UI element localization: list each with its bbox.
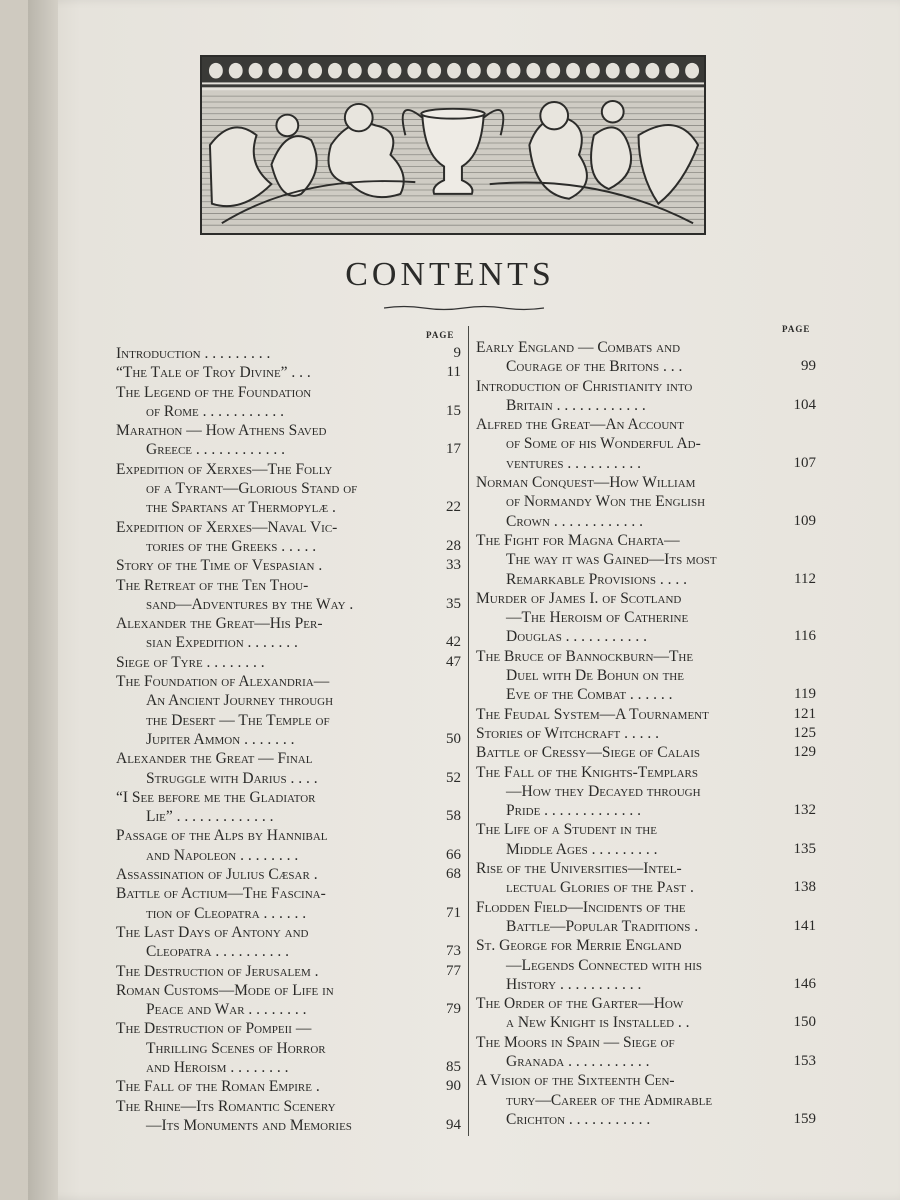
- contents-entry: [116, 576, 461, 615]
- entry-title-line: Roman Customs—Mode of Life in: [116, 981, 334, 999]
- ornamental-header-engraving: [200, 55, 706, 235]
- contents-entry: [116, 923, 461, 962]
- entry-page-number: 17: [446, 441, 461, 458]
- entry-title-line: “I See before me the Gladiator: [116, 788, 316, 806]
- entry-title-line: the Spartans at Thermopylæ .: [146, 499, 336, 517]
- entry-title-line: Story of the Time of Vespasian .: [116, 557, 323, 575]
- entry-title-line: of Rome . . . . . . . . . . .: [146, 402, 284, 420]
- entry-page-number: 109: [793, 512, 816, 529]
- entry-page-number: 33: [446, 557, 461, 574]
- entry-page-number: 116: [794, 628, 816, 645]
- entry-title-line: Rise of the Universities—Intel-: [476, 860, 682, 878]
- entry-page-number: 119: [794, 686, 816, 703]
- entry-page-number: 153: [793, 1052, 816, 1069]
- book-gutter: [28, 0, 58, 1200]
- entry-title-line: Assassination of Julius Cæsar .: [116, 866, 318, 884]
- entry-title-line: St. George for Merrie England: [476, 937, 682, 955]
- entry-title-line: The Destruction of Pompeii —: [116, 1020, 312, 1038]
- contents-entry: [476, 473, 816, 531]
- entry-title-line: The Destruction of Jerusalem .: [116, 962, 319, 980]
- entry-title-line: —Its Monuments and Memories: [146, 1116, 352, 1134]
- contents-entry: [476, 705, 816, 724]
- entry-page-number: 104: [793, 396, 816, 413]
- contents-entry: [116, 826, 461, 865]
- heading-rule: [384, 305, 544, 311]
- entry-title-line: tion of Cleopatra . . . . . .: [146, 904, 307, 922]
- entry-title-line: The way it was Gained—Its most: [506, 551, 717, 569]
- entry-title-line: Thrilling Scenes of Horror: [146, 1039, 326, 1057]
- entry-page-number: 90: [446, 1078, 461, 1095]
- contents-entry: [116, 383, 461, 422]
- entry-title-line: The Foundation of Alexandria—: [116, 673, 330, 691]
- entry-title-line: The Life of a Student in the: [476, 821, 657, 839]
- entry-title-line: Alexander the Great—His Per-: [116, 615, 323, 633]
- entry-page-number: 58: [446, 808, 461, 825]
- entry-title-line: Murder of James I. of Scotland: [476, 589, 682, 607]
- entry-page-number: 150: [793, 1014, 816, 1031]
- entry-title-line: Flodden Field—Incidents of the: [476, 898, 686, 916]
- entry-title-line: The Feudal System—A Tournament: [476, 705, 709, 723]
- entry-page-number: 125: [793, 724, 816, 741]
- entry-title-line: The Retreat of the Ten Thou-: [116, 576, 309, 594]
- entry-page-number: 35: [446, 595, 461, 612]
- entry-page-number: 141: [793, 917, 816, 934]
- contents-entry: [116, 614, 461, 653]
- entry-title-line: Introduction . . . . . . . . .: [116, 345, 271, 362]
- contents-entry: [476, 936, 816, 994]
- entry-page-number: 107: [793, 454, 816, 471]
- contents-entry: [476, 377, 816, 416]
- entry-title-line: Duel with De Bohun on the: [506, 667, 684, 685]
- entry-page-number: 47: [446, 653, 461, 670]
- contents-entry: [476, 531, 816, 589]
- contents-entry: [116, 749, 461, 788]
- entry-page-number: 28: [446, 537, 461, 554]
- contents-entry: [116, 363, 461, 382]
- entry-title-line: Siege of Tyre . . . . . . . .: [116, 653, 265, 671]
- entry-title-line: The Fall of the Roman Empire .: [116, 1078, 320, 1096]
- contents-entry: [116, 865, 461, 884]
- contents-entry: [476, 338, 816, 377]
- entry-title-line: Peace and War . . . . . . . .: [146, 1001, 307, 1019]
- entry-page-number: 79: [446, 1001, 461, 1018]
- entry-title-line: Middle Ages . . . . . . . . .: [506, 840, 658, 858]
- entry-page-number: 99: [801, 358, 816, 375]
- entry-page-number: 71: [446, 904, 461, 921]
- contents-entry: [116, 556, 461, 575]
- entry-title-line: History . . . . . . . . . . .: [506, 975, 642, 993]
- entry-title-line: An Ancient Journey through: [146, 692, 334, 710]
- contents-entry: [476, 1033, 816, 1072]
- entry-page-number: 77: [446, 962, 461, 979]
- contents-right-column: [476, 338, 816, 1129]
- entry-page-number: 132: [793, 802, 816, 819]
- entry-title-line: Jupiter Ammon . . . . . . .: [146, 730, 295, 748]
- entry-page-number: 50: [446, 730, 461, 747]
- entry-title-line: Alexander the Great — Final: [116, 750, 313, 768]
- contents-entry: [116, 518, 461, 557]
- contents-entry: [476, 994, 816, 1033]
- contents-entry: [116, 653, 461, 672]
- entry-title-line: The Fall of the Knights-Templars: [476, 763, 698, 781]
- entry-page-number: 94: [446, 1116, 461, 1133]
- column-divider: [468, 326, 469, 1136]
- entry-page-number: 138: [793, 879, 816, 896]
- entry-title-line: Courage of the Britons . . .: [506, 358, 683, 376]
- entry-title-line: and Heroism . . . . . . . .: [146, 1058, 289, 1076]
- left-page-column-label: PAGE: [426, 330, 455, 340]
- entry-title-line: tury—Career of the Admirable: [506, 1091, 713, 1109]
- contents-entry: [476, 724, 816, 743]
- entry-title-line: Crichton . . . . . . . . . . .: [506, 1110, 651, 1128]
- entry-page-number: 135: [793, 840, 816, 857]
- entry-title-line: Battle—Popular Traditions .: [506, 917, 699, 935]
- contents-entry: [476, 415, 816, 473]
- entry-title-line: of a Tyrant—Glorious Stand of: [146, 480, 358, 498]
- contents-entry: [476, 898, 816, 937]
- entry-title-line: The Moors in Spain — Siege of: [476, 1033, 675, 1051]
- contents-entry: [476, 647, 816, 705]
- contents-entry: [476, 763, 816, 821]
- entry-title-line: Remarkable Provisions . . . .: [506, 570, 687, 588]
- entry-title-line: Lie” . . . . . . . . . . . . .: [146, 808, 274, 826]
- entry-title-line: ventures . . . . . . . . . .: [506, 454, 641, 472]
- entry-page-number: 68: [446, 866, 461, 883]
- entry-title-line: the Desert — The Temple of: [146, 711, 330, 729]
- entry-title-line: sand—Adventures by the Way .: [146, 595, 354, 613]
- entry-title-line: Expedition of Xerxes—Naval Vic-: [116, 518, 338, 536]
- entry-title-line: “The Tale of Troy Divine” . . .: [116, 364, 311, 382]
- entry-page-number: 73: [446, 943, 461, 960]
- contents-entry: [476, 820, 816, 859]
- entry-title-line: Greece . . . . . . . . . . . .: [146, 441, 286, 459]
- entry-title-line: Eve of the Combat . . . . . .: [506, 686, 673, 704]
- entry-page-number: 66: [446, 846, 461, 863]
- entry-title-line: The Order of the Garter—How: [476, 995, 684, 1013]
- entry-title-line: —How they Decayed through: [506, 782, 701, 800]
- entry-title-line: Battle of Actium—The Fascina-: [116, 885, 326, 903]
- entry-page-number: 11: [446, 364, 461, 381]
- entry-title-line: The Last Days of Antony and: [116, 923, 309, 941]
- entry-title-line: of Some of his Wonderful Ad-: [506, 435, 701, 453]
- contents-entry: [116, 788, 461, 827]
- entry-page-number: 52: [446, 769, 461, 786]
- contents-entry: [116, 981, 461, 1020]
- contents-entry: [116, 344, 461, 363]
- entry-title-line: a New Knight is Installed . .: [506, 1014, 690, 1032]
- contents-entry: [116, 421, 461, 460]
- entry-page-number: 159: [793, 1110, 816, 1127]
- entry-title-line: Norman Conquest—How William: [476, 474, 696, 492]
- entry-title-line: Expedition of Xerxes—The Folly: [116, 460, 333, 478]
- entry-title-line: —The Heroism of Catherine: [506, 609, 689, 627]
- contents-entry: [116, 1077, 461, 1096]
- entry-title-line: sian Expedition . . . . . . .: [146, 634, 298, 652]
- entry-title-line: Cleopatra . . . . . . . . . .: [146, 943, 290, 961]
- entry-title-line: Granada . . . . . . . . . . .: [506, 1052, 650, 1070]
- entry-title-line: Struggle with Darius . . . .: [146, 769, 318, 787]
- contents-entry: [116, 1097, 461, 1136]
- entry-title-line: of Normandy Won the English: [506, 493, 706, 511]
- entry-title-line: —Legends Connected with his: [506, 956, 703, 974]
- entry-title-line: Britain . . . . . . . . . . . .: [506, 396, 646, 414]
- entry-title-line: Pride . . . . . . . . . . . . .: [506, 802, 642, 820]
- entry-title-line: The Rhine—Its Romantic Scenery: [116, 1097, 336, 1115]
- entry-page-number: 15: [446, 402, 461, 419]
- entry-page-number: 129: [793, 744, 816, 761]
- right-page-column-label: PAGE: [782, 324, 811, 334]
- entry-title-line: The Bruce of Bannockburn—The: [476, 647, 694, 665]
- entry-page-number: 42: [446, 634, 461, 651]
- contents-entry: [476, 1071, 816, 1129]
- entry-title-line: Alfred the Great—An Account: [476, 416, 684, 434]
- contents-entry: [116, 672, 461, 749]
- entry-title-line: Crown . . . . . . . . . . . .: [506, 512, 643, 530]
- entry-page-number: 112: [794, 570, 816, 587]
- entry-page-number: 146: [793, 975, 816, 992]
- entry-title-line: The Fight for Magna Charta—: [476, 531, 680, 549]
- entry-title-line: Early England — Combats and: [476, 339, 681, 356]
- entry-page-number: 121: [793, 705, 816, 722]
- entry-title-line: lectual Glories of the Past .: [506, 879, 694, 897]
- contents-entry: [116, 884, 461, 923]
- entry-page-number: 85: [446, 1058, 461, 1075]
- contents-entry: [476, 589, 816, 647]
- entry-page-number: 22: [446, 499, 461, 516]
- contents-entry: [116, 1019, 461, 1077]
- contents-entry: [116, 460, 461, 518]
- contents-left-column: [116, 344, 461, 1135]
- entry-title-line: Passage of the Alps by Hannibal: [116, 827, 328, 845]
- entry-title-line: Introduction of Christianity into: [476, 377, 693, 395]
- entry-title-line: Battle of Cressy—Siege of Calais: [476, 744, 701, 762]
- contents-entry: [116, 962, 461, 981]
- entry-title-line: Douglas . . . . . . . . . . .: [506, 628, 648, 646]
- entry-title-line: tories of the Greeks . . . . .: [146, 537, 317, 555]
- contents-heading: CONTENTS: [345, 256, 555, 293]
- contents-entry: [476, 859, 816, 898]
- entry-title-line: The Legend of the Foundation: [116, 383, 312, 401]
- entry-title-line: Marathon — How Athens Saved: [116, 422, 327, 440]
- entry-title-line: A Vision of the Sixteenth Cen-: [476, 1072, 675, 1090]
- entry-page-number: 9: [453, 345, 461, 361]
- contents-entry: [476, 743, 816, 762]
- entry-title-line: Stories of Witchcraft . . . . .: [476, 724, 659, 742]
- entry-title-line: and Napoleon . . . . . . . .: [146, 846, 299, 864]
